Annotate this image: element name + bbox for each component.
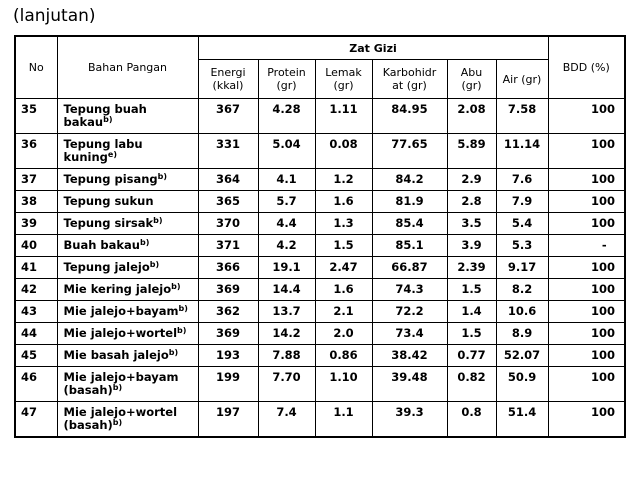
cell-karbohidrat: 72.2 [372, 301, 447, 323]
cell-karbohidrat: 74.3 [372, 279, 447, 301]
cell-lemak: 1.6 [315, 191, 372, 213]
cell-abu: 0.82 [447, 367, 496, 402]
footnote-marker: b) [178, 304, 188, 313]
cell-energi: 331 [198, 134, 258, 169]
footnote-marker: b) [168, 348, 179, 357]
cell-lemak: 1.10 [315, 367, 372, 402]
table-row [15, 213, 625, 235]
bahan-pangan-name: Tepung buah bakau [63, 102, 147, 129]
cell-bahan-pangan [57, 213, 198, 235]
cell-air: 9.17 [496, 257, 548, 279]
cell-karbohidrat: 66.87 [372, 257, 447, 279]
cell-karbohidrat: 84.95 [372, 99, 447, 134]
header-bahan-pangan: Bahan Pangan [57, 36, 198, 99]
table-row [15, 279, 625, 301]
footnote-marker: b) [103, 115, 113, 124]
cell-lemak: 0.08 [315, 134, 372, 169]
cell-bahan-pangan [57, 323, 198, 345]
cell-bahan-pangan [57, 367, 198, 402]
header-zat-gizi: Zat Gizi [198, 36, 548, 60]
cell-bahan-pangan [57, 345, 198, 367]
cell-bahan-pangan [57, 134, 198, 169]
header-energi: Energi (kkal) [198, 60, 258, 99]
cell-lemak: 2.0 [315, 323, 372, 345]
cell-no: 41 [15, 257, 57, 279]
cell-air: 7.6 [496, 169, 548, 191]
footnote-marker: b) [140, 238, 150, 247]
table-row [15, 99, 625, 134]
cell-abu: 0.8 [447, 402, 496, 438]
cell-energi: 199 [198, 367, 258, 402]
cell-lemak: 1.11 [315, 99, 372, 134]
table-row [15, 301, 625, 323]
table-row [15, 367, 625, 402]
cell-lemak: 1.5 [315, 235, 372, 257]
cell-abu: 5.89 [447, 134, 496, 169]
bahan-pangan-name: Mie jalejo+wortel (basah) [63, 405, 178, 432]
cell-bahan-pangan [57, 191, 198, 213]
cell-lemak: 1.6 [315, 279, 372, 301]
cell-karbohidrat: 85.1 [372, 235, 447, 257]
cell-protein: 4.2 [258, 235, 315, 257]
cell-bdd: 100 [548, 99, 625, 134]
cell-protein: 19.1 [258, 257, 315, 279]
nutrition-table [14, 35, 626, 438]
cell-air: 5.3 [496, 235, 548, 257]
cell-air: 8.9 [496, 323, 548, 345]
cell-bdd: 100 [548, 301, 625, 323]
cell-energi: 365 [198, 191, 258, 213]
cell-air: 52.07 [496, 345, 548, 367]
cell-air: 8.2 [496, 279, 548, 301]
cell-air: 5.4 [496, 213, 548, 235]
table-row [15, 191, 625, 213]
cell-abu: 1.5 [447, 323, 496, 345]
header-protein: Protein (gr) [258, 60, 315, 99]
cell-karbohidrat: 81.9 [372, 191, 447, 213]
cell-bdd: 100 [548, 191, 625, 213]
cell-bahan-pangan [57, 402, 198, 438]
cell-bahan-pangan [57, 169, 198, 191]
cell-protein: 7.70 [258, 367, 315, 402]
cell-no: 42 [15, 279, 57, 301]
bahan-pangan-name: Tepung sirsak [63, 216, 154, 230]
cell-abu: 2.08 [447, 99, 496, 134]
cell-bahan-pangan [57, 257, 198, 279]
cell-karbohidrat: 73.4 [372, 323, 447, 345]
cell-lemak: 1.3 [315, 213, 372, 235]
header-karbohidrat: Karbohidr at (gr) [372, 60, 447, 99]
cell-lemak: 2.1 [315, 301, 372, 323]
cell-lemak: 0.86 [315, 345, 372, 367]
cell-energi: 369 [198, 279, 258, 301]
bahan-pangan-name: Mie kering jalejo [63, 282, 172, 296]
cell-no: 40 [15, 235, 57, 257]
cell-abu: 1.4 [447, 301, 496, 323]
footnote-marker: b) [149, 260, 160, 269]
cell-protein: 7.88 [258, 345, 315, 367]
cell-protein: 5.7 [258, 191, 315, 213]
table-body [15, 99, 625, 438]
cell-bdd: 100 [548, 169, 625, 191]
cell-bahan-pangan [57, 279, 198, 301]
bahan-pangan-name: Mie jalejo+wortel [63, 326, 178, 340]
bahan-pangan-name: Tepung pisang [63, 172, 158, 186]
cell-no: 44 [15, 323, 57, 345]
cell-karbohidrat: 85.4 [372, 213, 447, 235]
cell-bahan-pangan [57, 301, 198, 323]
cell-bdd: 100 [548, 257, 625, 279]
bahan-pangan-name: Buah bakau [63, 238, 140, 252]
cell-lemak: 1.2 [315, 169, 372, 191]
cell-abu: 3.5 [447, 213, 496, 235]
table-row [15, 235, 625, 257]
cell-energi: 370 [198, 213, 258, 235]
footnote-marker: b) [177, 326, 187, 335]
cell-energi: 369 [198, 323, 258, 345]
header-bdd: BDD (%) [548, 36, 625, 99]
header-abu: Abu (gr) [447, 60, 496, 99]
table-row [15, 134, 625, 169]
table-header [15, 36, 625, 99]
bahan-pangan-name: Mie jalejo+bayam (basah) [63, 370, 179, 397]
bahan-pangan-name: Tepung sukun [63, 194, 154, 208]
cell-no: 35 [15, 99, 57, 134]
cell-bdd: - [548, 235, 625, 257]
cell-bdd: 100 [548, 134, 625, 169]
cell-protein: 4.28 [258, 99, 315, 134]
cell-energi: 364 [198, 169, 258, 191]
cell-karbohidrat: 39.48 [372, 367, 447, 402]
cell-protein: 5.04 [258, 134, 315, 169]
cell-energi: 197 [198, 402, 258, 438]
cell-air: 10.6 [496, 301, 548, 323]
cell-protein: 14.4 [258, 279, 315, 301]
cell-no: 43 [15, 301, 57, 323]
table-row [15, 257, 625, 279]
cell-energi: 367 [198, 99, 258, 134]
cell-no: 36 [15, 134, 57, 169]
cell-air: 51.4 [496, 402, 548, 438]
table-row [15, 323, 625, 345]
cell-no: 39 [15, 213, 57, 235]
cell-bahan-pangan [57, 235, 198, 257]
cell-energi: 366 [198, 257, 258, 279]
cell-air: 7.9 [496, 191, 548, 213]
footnote-marker: b) [112, 418, 123, 427]
cell-abu: 3.9 [447, 235, 496, 257]
header-air: Air (gr) [496, 60, 548, 99]
cell-abu: 2.9 [447, 169, 496, 191]
cell-bdd: 100 [548, 367, 625, 402]
footnote-marker: b) [157, 172, 168, 181]
cell-bdd: 100 [548, 323, 625, 345]
cell-no: 46 [15, 367, 57, 402]
table-row [15, 345, 625, 367]
cell-no: 47 [15, 402, 57, 438]
cell-no: 45 [15, 345, 57, 367]
cell-karbohidrat: 38.42 [372, 345, 447, 367]
header-lemak: Lemak (gr) [315, 60, 372, 99]
cell-protein: 4.1 [258, 169, 315, 191]
cell-energi: 371 [198, 235, 258, 257]
cell-karbohidrat: 84.2 [372, 169, 447, 191]
bahan-pangan-name: Tepung labu kuning [63, 137, 143, 164]
cell-bdd: 100 [548, 213, 625, 235]
cell-bdd: 100 [548, 345, 625, 367]
cell-no: 37 [15, 169, 57, 191]
cell-abu: 2.39 [447, 257, 496, 279]
cell-air: 7.58 [496, 99, 548, 134]
bahan-pangan-name: Tepung jalejo [63, 260, 150, 274]
table-caption: (lanjutan) [13, 6, 96, 26]
table-row [15, 402, 625, 438]
bahan-pangan-name: Mie basah jalejo [63, 348, 169, 362]
cell-no: 38 [15, 191, 57, 213]
footnote-marker: e) [107, 150, 117, 159]
cell-air: 11.14 [496, 134, 548, 169]
cell-lemak: 1.1 [315, 402, 372, 438]
header-no: No [15, 36, 57, 99]
cell-abu: 2.8 [447, 191, 496, 213]
cell-lemak: 2.47 [315, 257, 372, 279]
bahan-pangan-name: Mie jalejo+bayam [63, 304, 179, 318]
cell-energi: 362 [198, 301, 258, 323]
footnote-marker: b) [153, 216, 163, 225]
cell-bahan-pangan [57, 99, 198, 134]
cell-karbohidrat: 39.3 [372, 402, 447, 438]
cell-abu: 1.5 [447, 279, 496, 301]
cell-protein: 14.2 [258, 323, 315, 345]
cell-energi: 193 [198, 345, 258, 367]
cell-bdd: 100 [548, 402, 625, 438]
cell-abu: 0.77 [447, 345, 496, 367]
cell-bdd: 100 [548, 279, 625, 301]
cell-protein: 4.4 [258, 213, 315, 235]
table-row [15, 169, 625, 191]
footnote-marker: b) [112, 383, 123, 392]
cell-protein: 7.4 [258, 402, 315, 438]
cell-air: 50.9 [496, 367, 548, 402]
cell-karbohidrat: 77.65 [372, 134, 447, 169]
footnote-marker: b) [171, 282, 181, 291]
cell-protein: 13.7 [258, 301, 315, 323]
